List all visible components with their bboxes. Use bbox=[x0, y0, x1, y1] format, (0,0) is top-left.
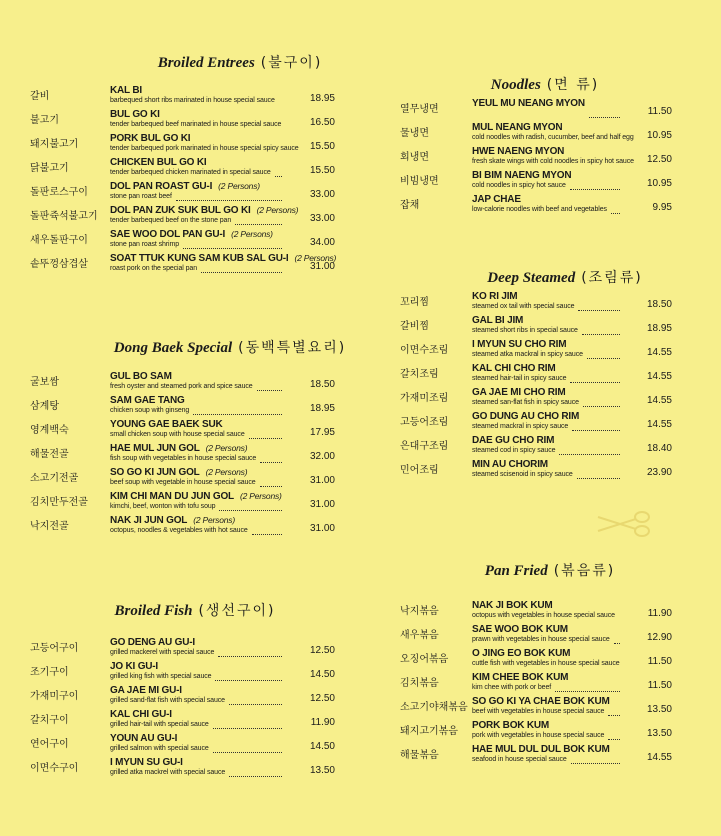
item-name-text: DOL PAN ZUK SUK BUL GO KI bbox=[110, 205, 251, 216]
item-persons: (2 Persons) bbox=[205, 443, 248, 453]
dot-leader bbox=[218, 648, 282, 657]
item-description: steamed ox tail with special sauce bbox=[472, 303, 575, 310]
item-price: 10.95 bbox=[646, 178, 672, 189]
item-name-text: KAL CHI GU-I bbox=[110, 709, 172, 720]
item-english-name bbox=[472, 194, 521, 205]
item-description: grilled king fish with special sauce bbox=[110, 673, 212, 680]
item-english-name bbox=[110, 133, 190, 144]
item-korean-name: 돌판쥭석불고기 bbox=[30, 211, 98, 222]
dot-leader bbox=[570, 181, 620, 190]
item-name-text: KIM CHI MAN DU JUN GOL bbox=[110, 491, 234, 502]
item-english-name bbox=[110, 491, 282, 502]
dong-baek-section bbox=[95, 337, 365, 357]
item-description: grilled hair-tail with special sauce bbox=[110, 721, 209, 728]
dot-leader bbox=[570, 374, 620, 383]
item-name-text: HAE MUL JUN GOL bbox=[110, 443, 200, 454]
section-title: Broiled Entrees (불구이) bbox=[157, 55, 323, 71]
dot-leader bbox=[193, 406, 282, 415]
item-korean-name: 오징어볶음 bbox=[400, 654, 449, 665]
item-description: kim chee with pork or beef bbox=[472, 684, 552, 691]
item-price: 13.50 bbox=[646, 704, 672, 715]
item-english-name bbox=[110, 637, 195, 648]
dot-leader bbox=[583, 398, 620, 407]
section-title: Broiled Fish (생선구이) bbox=[114, 603, 276, 619]
item-name-text: GA JAE MI GU-I bbox=[110, 685, 182, 696]
item-description: tender barbequed beef marinated in house special sauce bbox=[110, 121, 282, 128]
item-persons: (2 Persons) bbox=[231, 229, 273, 239]
item-english-name bbox=[110, 395, 185, 406]
section-title: Noodles (면 류) bbox=[490, 77, 600, 93]
item-name-text: MUL NEANG MYON bbox=[472, 122, 563, 133]
item-korean-name: 김치볶음 bbox=[400, 678, 439, 689]
item-korean-name: 솥뚜껑삼겹살 bbox=[30, 259, 88, 270]
dot-leader bbox=[611, 205, 620, 214]
item-korean-name: 삼계탕 bbox=[30, 401, 59, 412]
item-name-text: YOUN AU GU-I bbox=[110, 733, 178, 744]
item-name-text: SAE WOO BOK KUM bbox=[472, 624, 568, 635]
item-korean-name: 낙지볶음 bbox=[400, 606, 439, 617]
item-price: 31.00 bbox=[309, 499, 335, 510]
item-description: grilled sand-flat fish with special sauce bbox=[110, 697, 225, 704]
dot-leader bbox=[582, 326, 620, 335]
item-description: fish soup with vegetables in house special sauce bbox=[110, 455, 257, 462]
pan-fried-section bbox=[470, 560, 630, 580]
item-description: octopus, noodles & vegetables with hot sauce bbox=[110, 527, 248, 534]
item-description: steamed cod in spicy sauce bbox=[472, 447, 556, 454]
item-description: cold noodles in spicy hot sauce bbox=[472, 182, 566, 189]
item-korean-name: 해물전골 bbox=[30, 449, 69, 460]
item-description: kimchi, beef, wonton with tofu soup bbox=[110, 503, 216, 510]
broiled-fish-section bbox=[95, 600, 295, 620]
item-price: 11.50 bbox=[647, 680, 672, 691]
item-price: 33.00 bbox=[309, 189, 335, 200]
item-description: chicken soup with ginseng bbox=[110, 407, 190, 414]
item-name-text: JO KI GU-I bbox=[110, 661, 159, 672]
item-name-text: SO GO KI JUN GOL bbox=[110, 467, 200, 478]
item-korean-name: 고등어구이 bbox=[30, 643, 79, 654]
item-english-name bbox=[472, 720, 549, 731]
item-korean-name: 새우볶음 bbox=[400, 630, 439, 641]
item-name-text: NAK JI BOK KUM bbox=[472, 600, 553, 611]
item-korean-name: 돼지불고기 bbox=[30, 139, 79, 150]
dot-leader bbox=[229, 768, 282, 777]
item-description: steamed scisenoid in spicy sauce bbox=[472, 471, 573, 478]
item-name-text: PORK BOK KUM bbox=[472, 720, 550, 731]
item-english-name bbox=[472, 387, 565, 398]
dot-leader bbox=[219, 502, 282, 511]
item-name-text: HAE MUL DUL DUL BOK KUM bbox=[472, 744, 610, 755]
dot-leader bbox=[578, 302, 620, 311]
item-english-name bbox=[472, 122, 562, 133]
item-name-text: SO GO KI YA CHAE BOK KUM bbox=[472, 696, 610, 707]
item-price: 12.50 bbox=[309, 693, 335, 704]
item-name-text: GAL BI JIM bbox=[472, 315, 524, 326]
item-description: beef soup with vegetable in house special sauce bbox=[110, 479, 256, 486]
item-korean-name: 꼬리찜 bbox=[400, 297, 429, 308]
item-korean-name: 이면수구이 bbox=[30, 763, 79, 774]
item-price: 9.95 bbox=[652, 202, 672, 213]
item-english-name bbox=[472, 170, 571, 181]
item-persons: (2 Persons) bbox=[193, 515, 235, 525]
dot-leader bbox=[249, 430, 282, 439]
item-english-name bbox=[472, 98, 585, 109]
item-description: low-calorie noodles with beef and vegetables bbox=[472, 206, 607, 213]
dot-leader bbox=[559, 446, 620, 455]
item-description: grilled mackerel with special sauce bbox=[110, 649, 215, 656]
dot-leader bbox=[215, 672, 282, 681]
dot-leader bbox=[235, 216, 282, 225]
item-name-text: I MYUN SU GU-I bbox=[110, 757, 183, 768]
broiled-entrees-section bbox=[100, 52, 380, 72]
item-description: small chicken soup with house special sauce bbox=[110, 431, 245, 438]
item-price: 18.50 bbox=[646, 299, 672, 310]
item-price: 14.50 bbox=[309, 669, 335, 680]
item-english-name bbox=[110, 229, 273, 240]
item-price: 14.55 bbox=[646, 347, 672, 358]
item-korean-name: 소고기전골 bbox=[30, 473, 79, 484]
item-english-name bbox=[110, 733, 177, 744]
item-english-name bbox=[110, 205, 298, 216]
item-english-name bbox=[472, 363, 555, 374]
item-english-name bbox=[472, 672, 568, 683]
item-korean-name: 닭불고기 bbox=[30, 163, 69, 174]
item-korean-name: 물냉면 bbox=[400, 128, 429, 139]
item-price: 18.95 bbox=[309, 403, 335, 414]
item-english-name bbox=[472, 146, 564, 157]
item-name-text: MIN AU CHORIM bbox=[472, 459, 548, 470]
item-korean-name: 고등어조림 bbox=[400, 417, 449, 428]
item-english-name bbox=[110, 661, 158, 672]
dot-leader bbox=[614, 635, 620, 644]
item-english-name bbox=[472, 624, 568, 635]
item-price: 10.95 bbox=[646, 130, 672, 141]
dot-leader bbox=[183, 240, 282, 249]
item-description: barbequed short ribs marinated in house special sauce bbox=[110, 97, 275, 104]
item-description: steamed short ribs in special sauce bbox=[472, 327, 578, 334]
dot-leader bbox=[275, 168, 282, 177]
item-korean-name: 연어구이 bbox=[30, 739, 69, 750]
item-description: tender barbequed chicken marinated in special sauce bbox=[110, 169, 271, 176]
deep-steamed-section bbox=[465, 267, 665, 287]
item-english-name bbox=[110, 109, 160, 120]
item-english-name bbox=[110, 181, 260, 192]
item-price: 11.50 bbox=[647, 656, 672, 667]
item-english-name bbox=[110, 157, 206, 168]
item-korean-name: 조기구이 bbox=[30, 667, 69, 678]
item-persons: (2 Persons) bbox=[239, 491, 282, 501]
item-price: 12.90 bbox=[646, 632, 672, 643]
item-korean-name: 갈치조림 bbox=[400, 369, 439, 380]
item-english-name bbox=[472, 648, 570, 659]
item-price: 12.50 bbox=[646, 154, 672, 165]
item-korean-name: 갈비 bbox=[30, 91, 50, 102]
item-english-name bbox=[110, 443, 247, 454]
item-name-text: YEUL MU NEANG MYON bbox=[472, 98, 585, 109]
item-persons: (2 Persons) bbox=[256, 205, 299, 215]
item-persons: (2 Persons) bbox=[218, 181, 260, 191]
item-price: 13.50 bbox=[646, 728, 672, 739]
dot-leader bbox=[587, 350, 620, 359]
item-english-name bbox=[472, 315, 523, 326]
item-description: roast pork on the special pan bbox=[110, 265, 197, 272]
item-description: grilled salmon with special sauce bbox=[110, 745, 209, 752]
dot-leader bbox=[176, 192, 282, 201]
item-korean-name: 가재미구이 bbox=[30, 691, 79, 702]
item-price: 14.55 bbox=[646, 395, 672, 406]
item-price: 16.50 bbox=[309, 117, 335, 128]
item-description: cold noodles with radish, cucumber, beef and half egg bbox=[472, 134, 634, 141]
item-name-text: NAK JI JUN GOL bbox=[110, 515, 188, 526]
item-price: 32.00 bbox=[309, 451, 335, 462]
item-name-text: BI BIM NAENG MYON bbox=[472, 170, 572, 181]
item-description: grilled atka mackrel with special sauce bbox=[110, 769, 226, 776]
item-name-text: YOUNG GAE BAEK SUK bbox=[110, 419, 223, 430]
item-description: steamed hair-tail in spicy sauce bbox=[472, 375, 567, 382]
dot-leader bbox=[589, 109, 620, 118]
item-english-name bbox=[110, 757, 183, 768]
item-price: 11.90 bbox=[647, 608, 672, 619]
item-english-name bbox=[110, 85, 142, 96]
item-name-text: GUL BO SAM bbox=[110, 371, 172, 382]
item-korean-name: 김치만두전골 bbox=[30, 497, 88, 508]
item-description: octopus with vegetables in house special sauce bbox=[472, 612, 615, 619]
dot-leader bbox=[571, 755, 620, 764]
dot-leader bbox=[257, 382, 282, 391]
item-name-text: SAM GAE TANG bbox=[110, 395, 185, 406]
item-description: steamed mackral in spicy sauce bbox=[472, 423, 569, 430]
scissors-icon bbox=[594, 509, 654, 539]
item-name-text: CHICKEN BUL GO KI bbox=[110, 157, 207, 168]
item-description: fresh skate wings with cold noodles in spicy hot sauce bbox=[472, 158, 634, 165]
dot-leader bbox=[213, 720, 282, 729]
item-name-text: GO DENG AU GU-I bbox=[110, 637, 195, 648]
dot-leader bbox=[260, 454, 282, 463]
item-korean-name: 회냉면 bbox=[400, 152, 429, 163]
item-name-text: GO DUNG AU CHO RIM bbox=[472, 411, 580, 422]
item-price: 17.95 bbox=[309, 427, 335, 438]
item-name-text: DAE GU CHO RIM bbox=[472, 435, 555, 446]
item-description: stone pan roast shrimp bbox=[110, 241, 180, 248]
section-title: Pan Fried (볶음류) bbox=[484, 563, 616, 579]
item-korean-name: 굴보쌈 bbox=[30, 377, 59, 388]
item-name-text: PORK BUL GO KI bbox=[110, 133, 191, 144]
item-price: 14.55 bbox=[646, 419, 672, 430]
item-price: 13.50 bbox=[309, 765, 335, 776]
item-name-text: I MYUN SU CHO RIM bbox=[472, 339, 567, 350]
dot-leader bbox=[213, 744, 282, 753]
item-price: 18.95 bbox=[309, 93, 335, 104]
item-description: fresh oyster and steamed pork and spice sauce bbox=[110, 383, 253, 390]
item-english-name bbox=[472, 600, 553, 611]
dot-leader bbox=[252, 526, 282, 535]
item-description: steamed san-flat fish in spicy sauce bbox=[472, 399, 579, 406]
item-english-name bbox=[110, 419, 223, 430]
item-english-name bbox=[110, 685, 182, 696]
item-korean-name: 갈치구이 bbox=[30, 715, 69, 726]
dot-leader bbox=[608, 707, 620, 716]
item-name-text: JAP CHAE bbox=[472, 194, 521, 205]
item-korean-name: 은대구조림 bbox=[400, 441, 449, 452]
item-description: seafood in house special sauce bbox=[472, 756, 567, 763]
item-english-name bbox=[472, 411, 579, 422]
dot-leader bbox=[260, 478, 282, 487]
item-price: 14.50 bbox=[309, 741, 335, 752]
item-english-name bbox=[110, 371, 172, 382]
item-price: 14.55 bbox=[646, 752, 672, 763]
item-description: tender barbequed beef on the stone pan bbox=[110, 217, 232, 224]
item-price: 31.00 bbox=[309, 523, 335, 534]
item-price: 34.00 bbox=[309, 237, 335, 248]
dot-leader bbox=[608, 731, 620, 740]
item-name-text: O JING EO BOK KUM bbox=[472, 648, 571, 659]
item-korean-name: 돼지고기볶음 bbox=[400, 726, 458, 737]
item-description: cuttle fish with vegetables in house special sauce bbox=[472, 660, 620, 667]
item-price: 11.50 bbox=[647, 106, 672, 117]
item-price: 31.00 bbox=[309, 261, 335, 272]
item-description: beef with vegetables in house special sauce bbox=[472, 708, 605, 715]
item-english-name bbox=[472, 291, 517, 302]
item-english-name bbox=[472, 459, 548, 470]
item-korean-name: 비빔냉면 bbox=[400, 176, 439, 187]
dot-leader bbox=[555, 683, 620, 692]
item-english-name bbox=[472, 435, 554, 446]
dot-leader bbox=[229, 696, 282, 705]
item-price: 18.40 bbox=[646, 443, 672, 454]
dot-leader bbox=[572, 422, 620, 431]
item-korean-name: 돌판로스구이 bbox=[30, 187, 88, 198]
item-korean-name: 영계백숙 bbox=[30, 425, 69, 436]
item-price: 18.50 bbox=[309, 379, 335, 390]
item-description: pork with vegetables in house special sauce bbox=[472, 732, 605, 739]
item-korean-name: 갈비찜 bbox=[400, 321, 429, 332]
item-english-name bbox=[110, 515, 235, 526]
item-korean-name: 새우돌판구이 bbox=[30, 235, 88, 246]
noodles-section bbox=[465, 74, 625, 94]
item-name-text: BUL GO KI bbox=[110, 109, 160, 120]
item-price: 31.00 bbox=[309, 475, 335, 486]
item-name-text: GA JAE MI CHO RIM bbox=[472, 387, 566, 398]
item-price: 15.50 bbox=[309, 141, 335, 152]
item-korean-name: 가재미조림 bbox=[400, 393, 449, 404]
item-price: 15.50 bbox=[309, 165, 335, 176]
item-korean-name: 잡채 bbox=[400, 200, 420, 211]
item-description: tender barbequed pork marinated in house special spicy sauce bbox=[110, 145, 299, 152]
item-korean-name: 열무냉면 bbox=[400, 104, 439, 115]
item-name-text: DOL PAN ROAST GU-I bbox=[110, 181, 213, 192]
section-title: Dong Baek Special (동백특별요리) bbox=[113, 340, 347, 356]
item-korean-name: 민어조림 bbox=[400, 465, 439, 476]
item-name-text: KIM CHEE BOK KUM bbox=[472, 672, 569, 683]
item-name-text: KAL CHI CHO RIM bbox=[472, 363, 556, 374]
item-english-name bbox=[472, 339, 566, 350]
item-price: 33.00 bbox=[309, 213, 335, 224]
item-persons: (2 Persons) bbox=[294, 253, 337, 263]
item-description: stone pan roast beef bbox=[110, 193, 172, 200]
item-price: 11.90 bbox=[310, 717, 335, 728]
item-english-name bbox=[110, 709, 172, 720]
section-title: Deep Steamed (조림류) bbox=[487, 270, 643, 286]
item-name-text: KO RI JIM bbox=[472, 291, 518, 302]
item-name-text: KAL BI bbox=[110, 85, 142, 96]
item-english-name bbox=[110, 467, 247, 478]
item-name-text: SOAT TTUK KUNG SAM KUB SAL GU-I bbox=[110, 253, 289, 264]
item-name-text: SAE WOO DOL PAN GU-I bbox=[110, 229, 226, 240]
item-price: 23.90 bbox=[646, 467, 672, 478]
item-english-name bbox=[472, 744, 610, 755]
dot-leader bbox=[577, 470, 620, 479]
item-name-text: HWE NAENG MYON bbox=[472, 146, 565, 157]
item-price: 12.50 bbox=[309, 645, 335, 656]
item-korean-name: 이면수조림 bbox=[400, 345, 449, 356]
item-korean-name: 해물볶음 bbox=[400, 750, 439, 761]
dot-leader bbox=[201, 264, 282, 273]
item-description: prawn with vegetables in house special sauce bbox=[472, 636, 610, 643]
item-korean-name: 낙지전골 bbox=[30, 521, 69, 532]
item-korean-name: 소고기야채볶음 bbox=[400, 702, 468, 713]
item-price: 18.95 bbox=[646, 323, 672, 334]
item-english-name bbox=[472, 696, 610, 707]
item-korean-name: 불고기 bbox=[30, 115, 59, 126]
item-description: steamed atka mackral in spicy sauce bbox=[472, 351, 583, 358]
item-price: 14.55 bbox=[646, 371, 672, 382]
item-persons: (2 Persons) bbox=[205, 467, 248, 477]
